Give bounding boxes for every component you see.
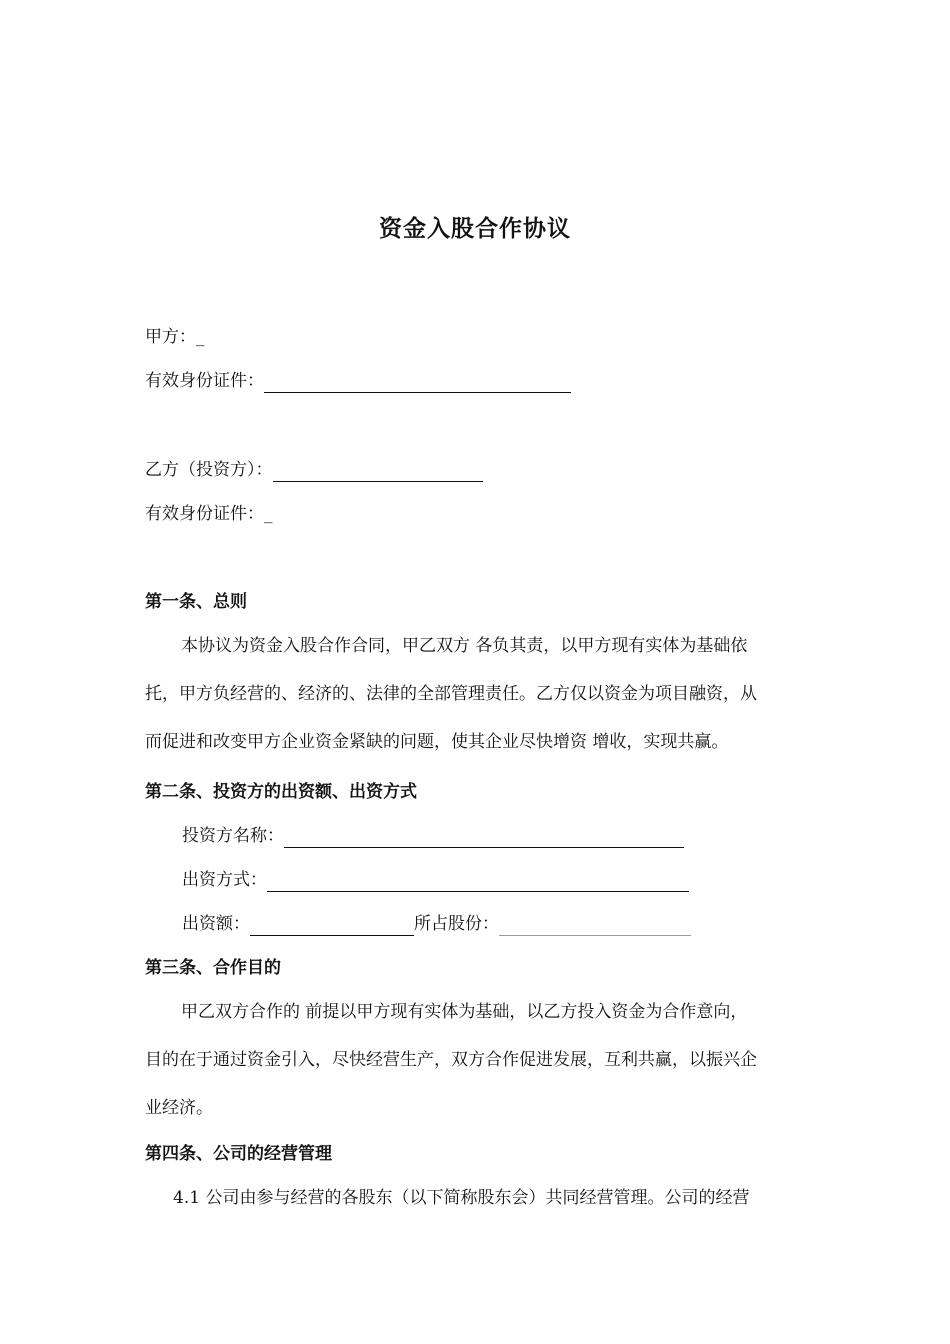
- page-title: 资金入股合作协议: [379, 216, 571, 242]
- section-3-paragraph: [145, 988, 807, 1132]
- section-1-line-2: 托，甲方负经营的、经济的、法律的全部管理责任。乙方仅以资金为项目融资，从: [145, 684, 757, 704]
- investor-name-line: [182, 824, 684, 848]
- section-3-line-3: 业经济。: [145, 1098, 213, 1118]
- section-3-line-2: 目的在于通过资金引入，尽快经营生产，双方合作促进发展，互利共赢，以振兴企: [145, 1050, 757, 1070]
- party-b-label: 乙方（投资方）：: [145, 460, 273, 480]
- section-4-paragraph: [145, 1174, 807, 1222]
- section-4-line-1: 4.1 公司由参与经营的各股东（以下简称股东会）共同经营管理。公司的经营: [173, 1188, 750, 1208]
- party-a-id-blank[interactable]: [264, 374, 571, 393]
- section-1-paragraph: [145, 622, 807, 766]
- share-blank[interactable]: [499, 917, 691, 936]
- section-3-line-1: 甲乙双方合作的 前提以甲方现有实体为基础，以乙方投入资金为合作意向，: [181, 1002, 748, 1022]
- investor-name-label: 投资方名称：: [182, 826, 284, 846]
- investor-name-blank[interactable]: [284, 829, 684, 848]
- investment-method-blank[interactable]: [267, 873, 689, 892]
- share-label: 所占股份：: [414, 914, 499, 934]
- section-3-heading: 第三条、合作目的: [145, 958, 281, 978]
- party-a-id-label: 有效身份证件：: [145, 371, 264, 391]
- section-1-line-1: 本协议为资金入股合作合同，甲乙双方 各负其责，以甲方现有实体为基础依: [181, 636, 748, 656]
- investment-method-label: 出资方式：: [182, 870, 267, 890]
- party-b-line: [145, 458, 483, 482]
- party-b-blank[interactable]: [273, 463, 483, 482]
- section-1-line-3: 而促进和改变甲方企业资金紧缺的问题，使其企业尽快增资 增收，实现共赢。: [145, 732, 729, 752]
- investment-amount-line: [182, 912, 691, 936]
- party-b-id-line: [145, 502, 273, 526]
- section-2-heading: 第二条、投资方的出资额、出资方式: [145, 782, 417, 802]
- party-a-id-line: [145, 369, 571, 393]
- party-a-label: 甲方：_: [145, 327, 205, 347]
- investment-amount-blank[interactable]: [250, 917, 414, 936]
- investment-amount-label: 出资额：: [182, 914, 250, 934]
- party-b-id-label: 有效身份证件：_: [145, 504, 273, 524]
- section-4-heading: 第四条、公司的经营管理: [145, 1144, 332, 1164]
- party-a-line: [145, 325, 205, 349]
- section-1-heading: 第一条、总则: [145, 592, 247, 612]
- investment-method-line: [182, 868, 689, 892]
